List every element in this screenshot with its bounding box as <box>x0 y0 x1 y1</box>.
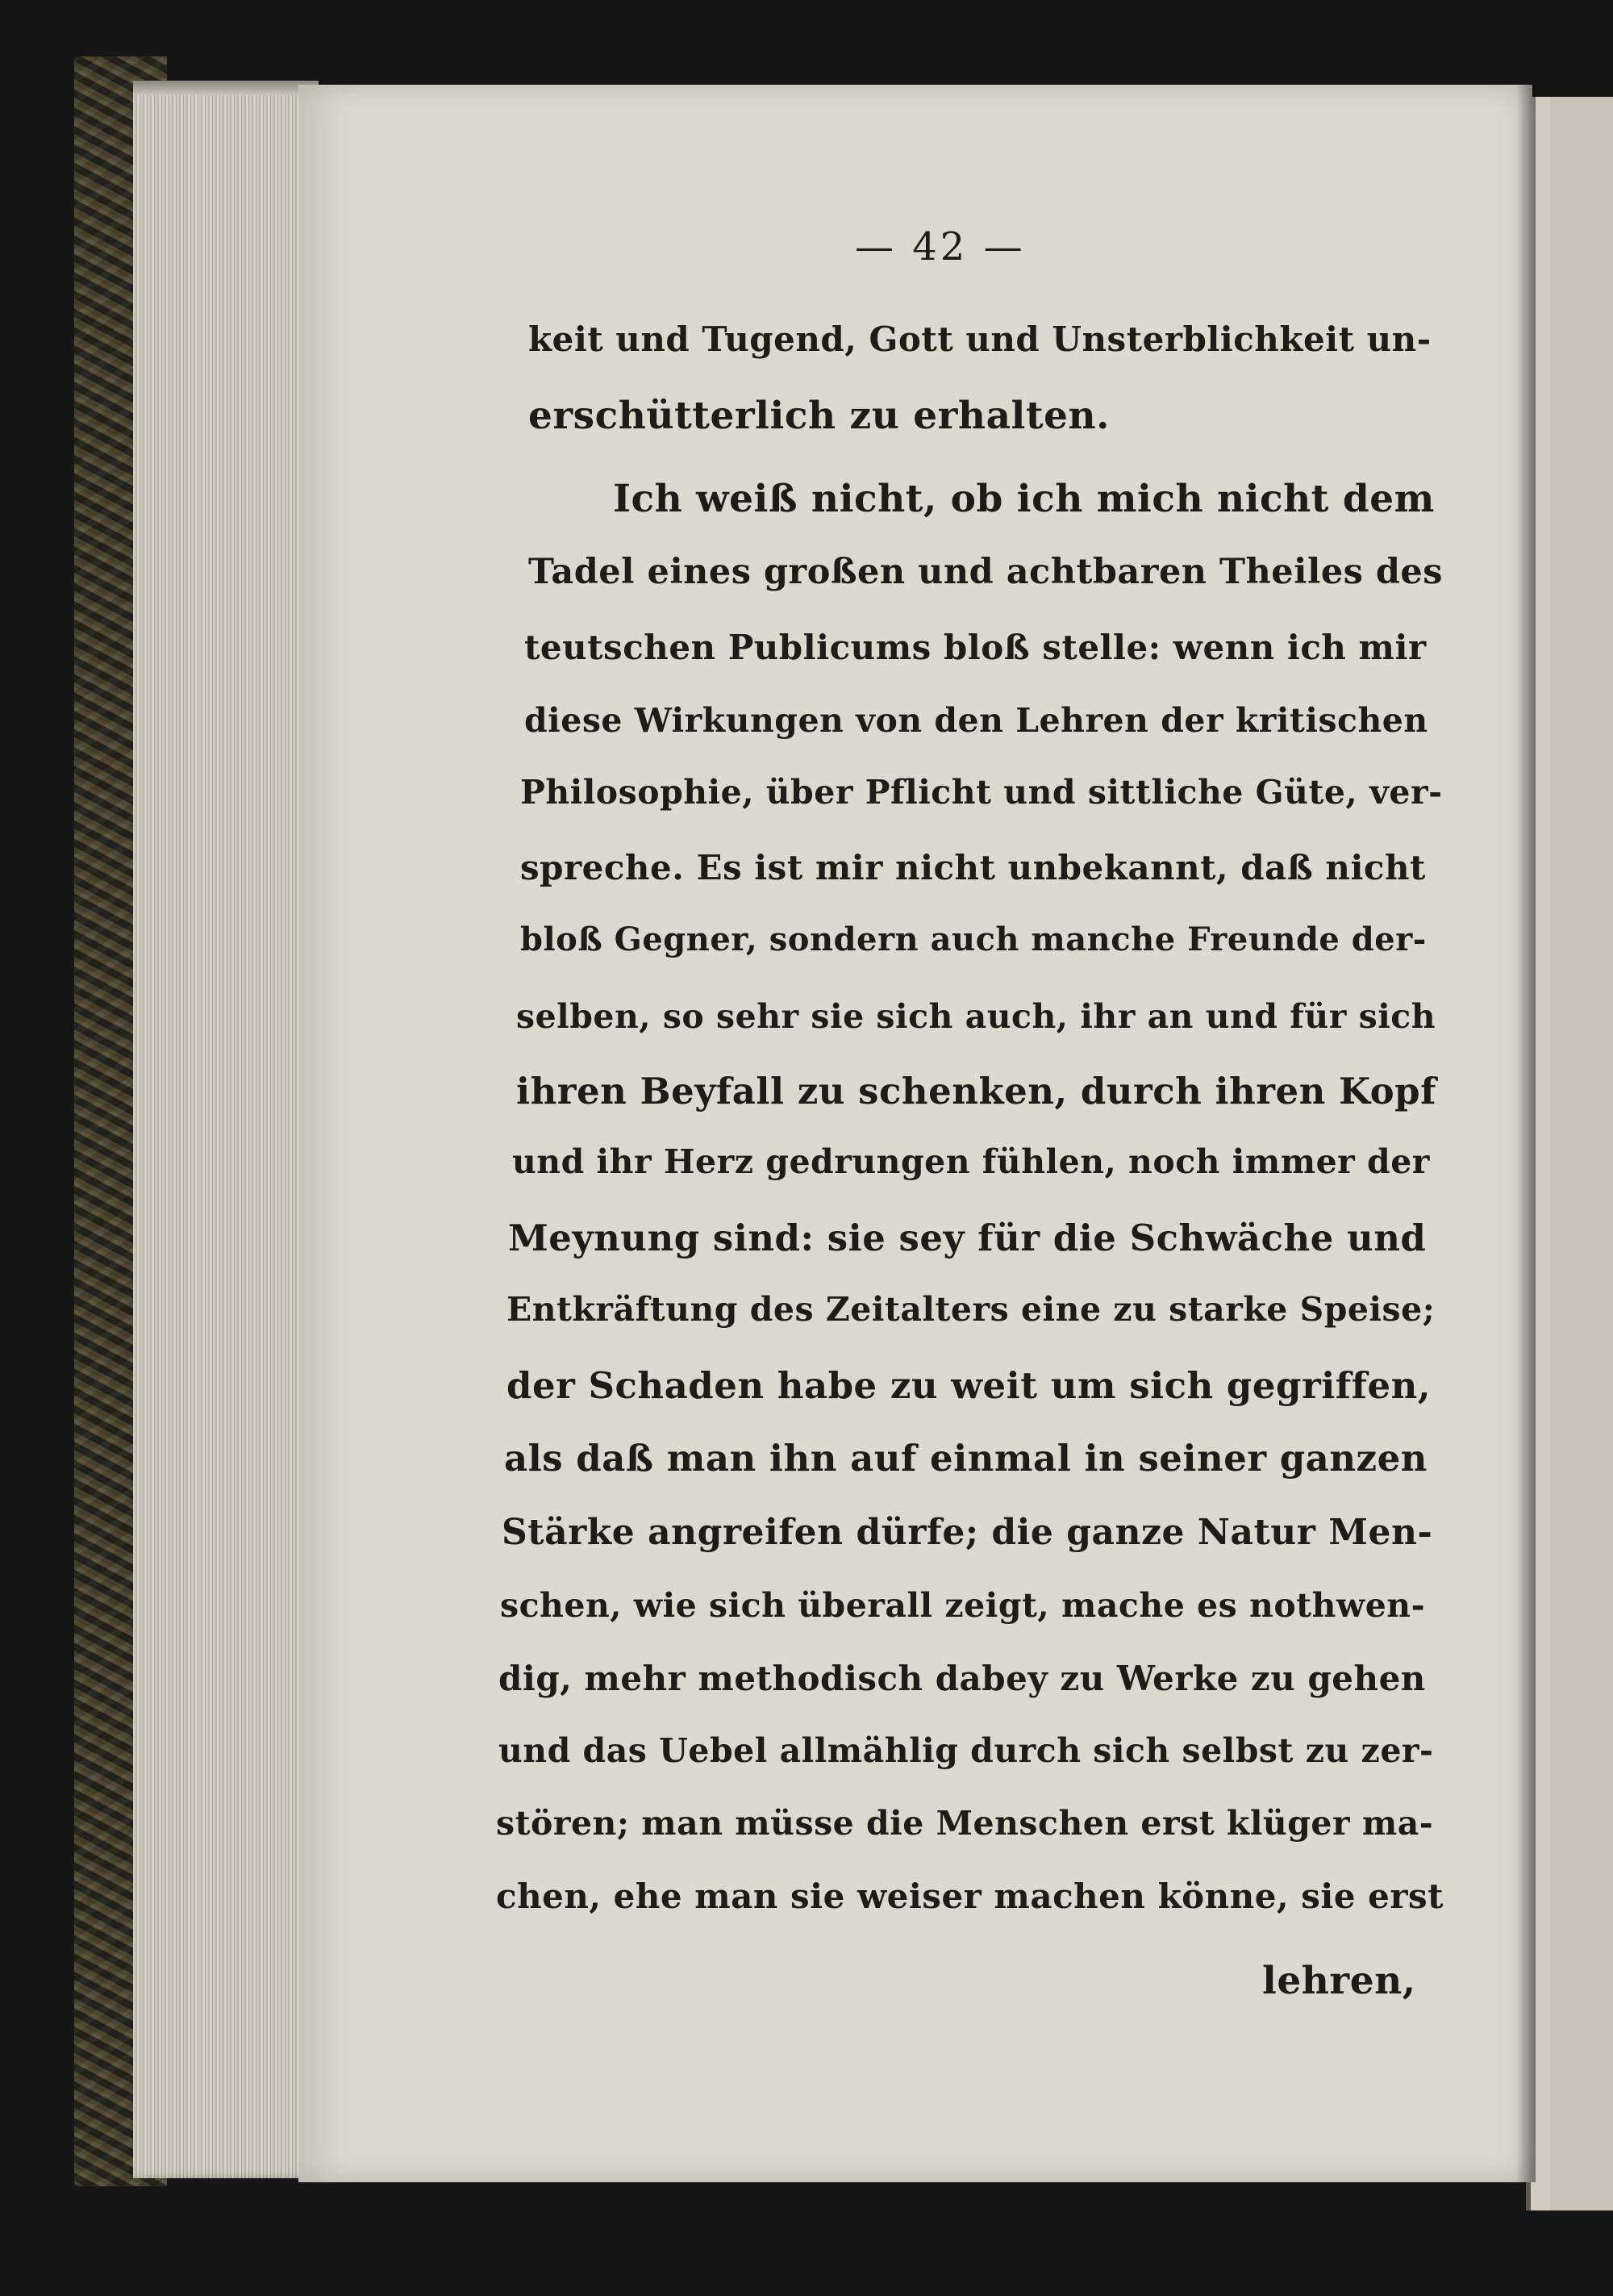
text-line-19: dig, mehr methodisch dabey zu Werke zu gehen <box>498 1659 1426 1698</box>
page-block-top <box>133 81 319 95</box>
text-line-10: selben, so sehr sie sich auch, ihr an und für sich <box>516 997 1436 1036</box>
text-line-11: ihren Beyfall zu schenken, durch ihren Kopf <box>516 1070 1436 1113</box>
page-block-edges <box>133 81 319 2178</box>
facing-page-edge <box>1526 97 1613 2210</box>
text-line-3: Ich weiß nicht, ob ich mich nicht dem <box>613 477 1435 521</box>
text-line-17: Stärke angreifen dürfe; die ganze Natur Men- <box>502 1512 1433 1553</box>
page-number: — 42 — <box>855 224 1026 269</box>
text-line-5: teutschen Publicums bloß stelle: wenn ich mir <box>524 628 1427 667</box>
gutter-shadow <box>1516 85 1536 2182</box>
text-line-15: der Schaden habe zu weit um sich gegriffen, <box>506 1364 1432 1407</box>
text-line-20: und das Uebel allmählig durch sich selbst zu zer- <box>498 1731 1434 1770</box>
text-line-13: Meynung sind: sie sey für die Schwäche und <box>508 1217 1427 1259</box>
text-line-9: bloß Gegner, sondern auch manche Freunde der- <box>520 920 1427 958</box>
text-line-18: schen, wie sich überall zeigt, mache es nothwen- <box>500 1586 1426 1625</box>
text-line-7: Philosophie, über Pflicht und sittliche Güte, ver- <box>520 773 1443 812</box>
text-line-1: keit und Tugend, Gott und Unsterblichkeit un- <box>528 319 1432 359</box>
text-line-23: lehren, <box>1262 1959 1416 2003</box>
text-line-2: erschütterlich zu erhalten. <box>528 394 1111 438</box>
text-line-4: Tadel eines großen und achtbaren Theiles des <box>528 552 1443 592</box>
text-line-8: spreche. Es ist mir nicht unbekannt, daß nicht <box>520 848 1426 887</box>
text-line-21: stören; man müsse die Menschen erst klüger ma- <box>496 1804 1434 1843</box>
text-line-6: diese Wirkungen von den Lehren der kritischen <box>524 701 1428 740</box>
text-line-16: als daß man ihn auf einmal in seiner ganzen <box>504 1437 1428 1480</box>
text-line-12: und ihr Herz gedrungen fühlen, noch immer der <box>512 1142 1430 1181</box>
text-line-14: Entkräftung des Zeitalters eine zu starke Speise; <box>506 1290 1436 1329</box>
text-line-22: chen, ehe man sie weiser machen könne, sie erst <box>496 1876 1444 1916</box>
